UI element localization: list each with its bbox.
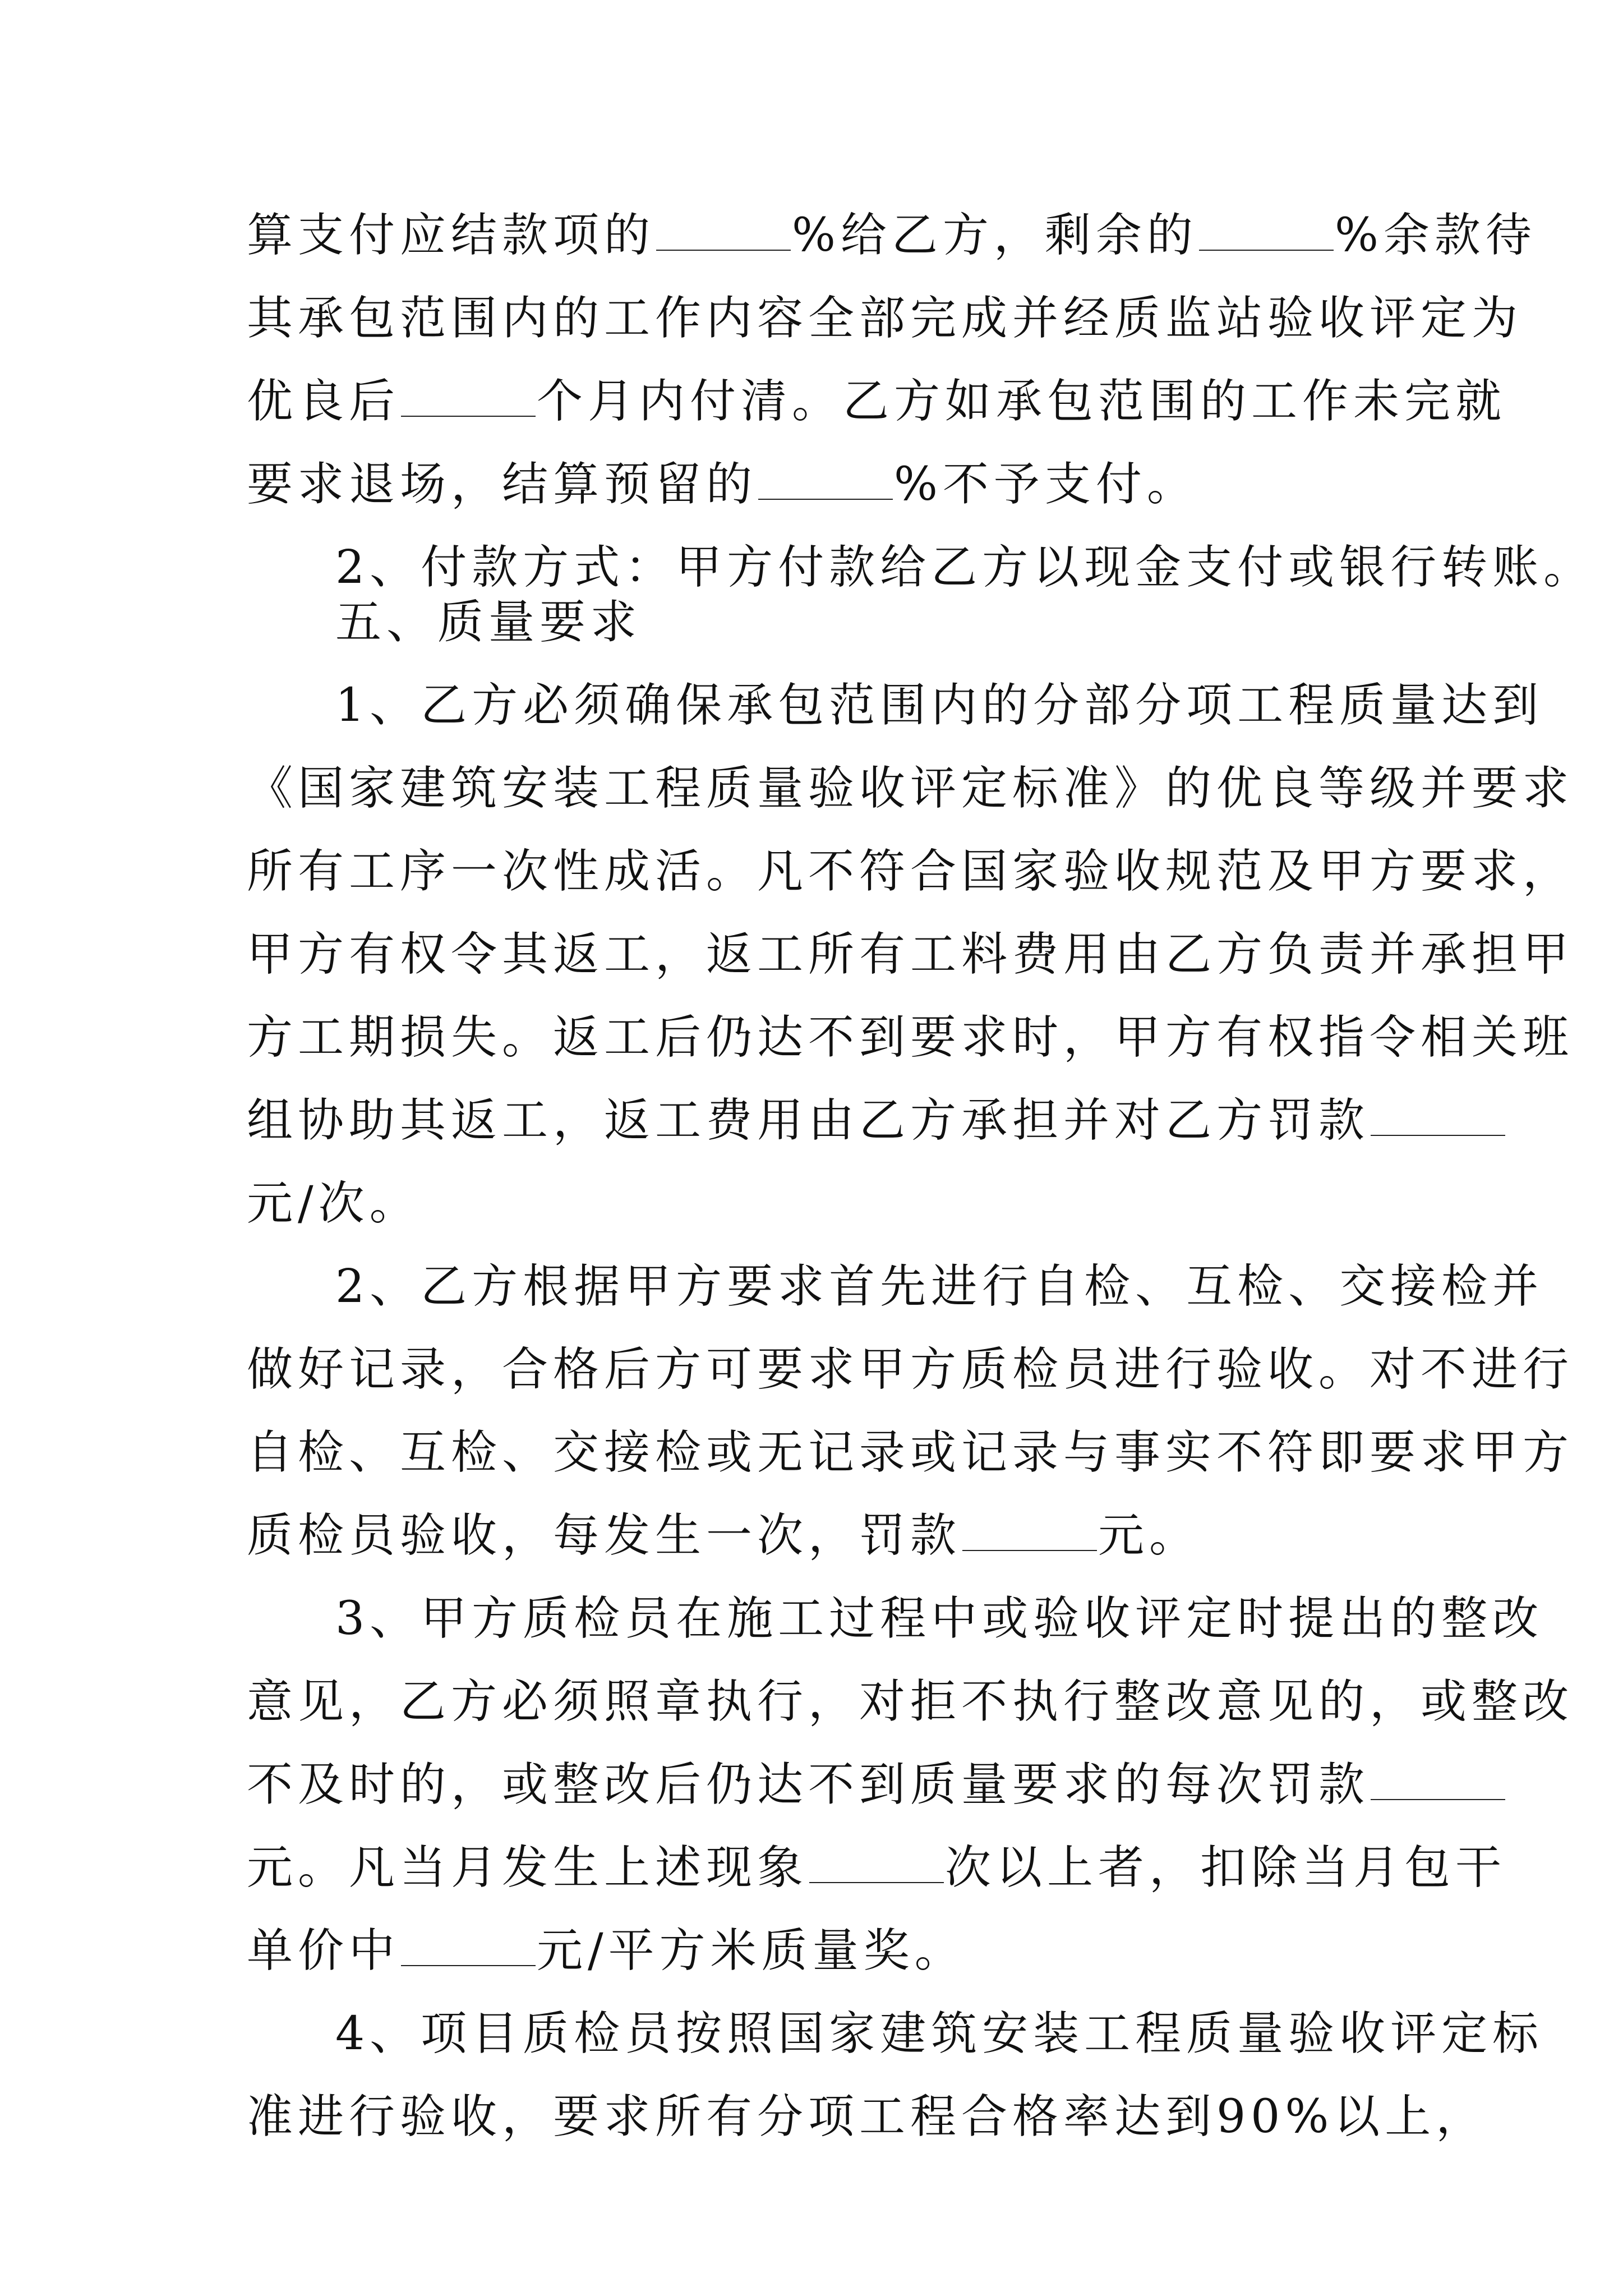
text-line: 做好记录，合格后方可要求甲方质检员进行验收。对不进行 — [247, 1343, 1574, 1396]
text-line: 意见，乙方必须照章执行，对拒不执行整改意见的，或整改 — [247, 1675, 1574, 1728]
text-line: 元/次。 — [247, 1177, 421, 1230]
text-line: 2、乙方根据甲方要求首先进行自检、互检、交接检并 — [335, 1260, 1544, 1313]
fill-blank[interactable] — [809, 1845, 944, 1883]
text-line: 自检、互检、交接检或无记录或记录与事实不符即要求甲方 — [247, 1426, 1574, 1479]
text-line: 组协助其返工，返工费用由乙方承担并对乙方罚款 — [247, 1093, 1506, 1149]
text-line: 方工期损失。返工后仍达不到要求时，甲方有权指令相关班 — [247, 1011, 1574, 1064]
fill-blank[interactable] — [656, 213, 791, 251]
text-line: 所有工序一次性成活。凡不符合国家验收规范及甲方要求， — [247, 845, 1574, 898]
text-line: 甲方有权令其返工，返工所有工料费用由乙方负责并承担甲 — [247, 928, 1574, 981]
text-line: 单价中 元/平方米质量奖。 — [247, 1924, 966, 1977]
fill-blank[interactable] — [1199, 213, 1334, 251]
text-line: 质检员验收，每发生一次，罚款 元。 — [247, 1509, 1201, 1562]
text-line: 元。凡当月发生上述现象 次以上者，扣除当月包干 — [247, 1841, 1507, 1894]
text-line: 优良后 个月内付清。乙方如承包范围的工作未完就 — [247, 375, 1507, 428]
text-line: 要求退场，结算预留的 %不予支付。 — [247, 458, 1198, 511]
fill-blank[interactable] — [401, 1928, 536, 1966]
text-line: 不及时的，或整改后仍达不到质量要求的每次罚款 — [247, 1757, 1506, 1813]
fill-blank[interactable] — [401, 379, 536, 417]
text-line: 《国家建筑安装工程质量验收评定标准》的优良等级并要求 — [247, 762, 1574, 815]
text-line: 其承包范围内的工作内容全部完成并经质监站验收评定为 — [247, 292, 1523, 345]
fill-blank[interactable] — [962, 1513, 1097, 1551]
text-line: 1、乙方必须确保承包范围内的分部分项工程质量达到 — [335, 679, 1544, 732]
text-line: 4、项目质检员按照国家建筑安装工程质量验收评定标 — [335, 2007, 1544, 2060]
text-line: 3、甲方质检员在施工过程中或验收评定时提出的整改 — [335, 1592, 1544, 1645]
fill-blank[interactable] — [1371, 1762, 1505, 1800]
text-line: 算支付应结款项的 %给乙方，剩余的 %余款待 — [247, 209, 1537, 262]
text-line: 2、付款方式：甲方付款给乙方以现金支付或银行转账。 — [335, 541, 1595, 594]
fill-blank[interactable] — [758, 462, 893, 500]
text-line: 准进行验收，要求所有分项工程合格率达到90%以上， — [247, 2090, 1487, 2143]
fill-blank[interactable] — [1371, 1098, 1505, 1136]
section-heading: 五、质量要求 — [335, 596, 642, 649]
